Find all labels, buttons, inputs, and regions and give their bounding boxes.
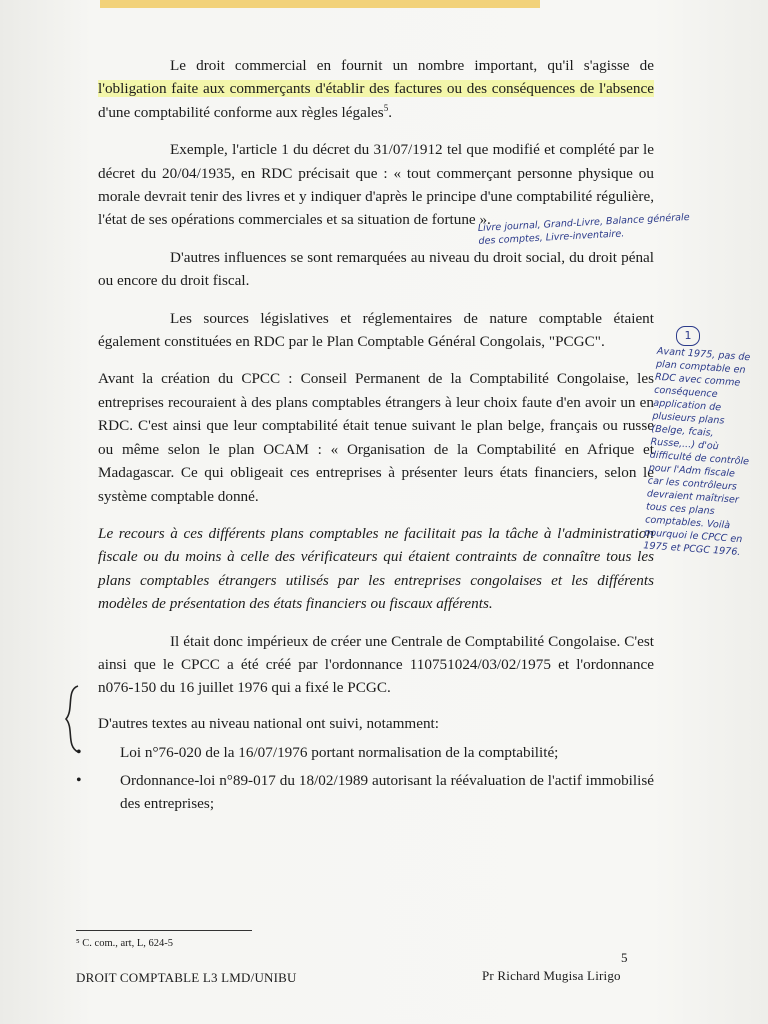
page-number: 5: [621, 950, 628, 965]
paragraph-2: Exemple, l'article 1 du décret du 31/07/1912 tel que modifié et complété par le décret du 20/04/1935, en RDC précisait que : « tout commerçant personne physique ou morale devrait tenir des livres et y indiquer d'après le principe d'une comptabilité régulière, l'état de ses opérations commerciales et sa situation de fortune ».: [98, 141, 654, 229]
handwritten-inline-note: Livre journal, Grand-Livre, Balance générale des comptes, Livre-inventaire.: [477, 211, 690, 248]
paragraph-4: Les sources législatives et réglementaires de nature comptable étaient également constituées en RDC par le Plan Comptable Général Congolais, "PCGC".: [98, 309, 654, 351]
handwritten-margin-note: Avant 1975, pas de plan comptable en RDC avec comme conséquence application de plusieurs plans (Belge, fcais, Russe,...) d'où difficulté de contrôle pour l'Adm fiscale car les contrôleurs devraient maîtriser tous ces plans comptables. Voilà pourquoi le CPCC en 1975 et PCGC 1976.: [642, 345, 751, 559]
handwritten-brace-icon: [60, 684, 84, 754]
paragraph-1: Le droit commercial en fournit un nombre important, qu'il s'agisse de l'obligation faite aux commerçants d'établir des factures ou des conséquences de l'absence d'une comptabilité conforme aux règles légales$^5$.: [98, 57, 654, 121]
paragraph-3: D'autres influences se sont remarquées au niveau du droit social, du droit pénal ou encore du droit fiscal.: [98, 248, 654, 290]
list-item: • Loi n°76-020 de la 16/07/1976 portant normalisation de la comptabilité;: [98, 741, 654, 764]
footnote: ⁵ C. com., art, L, 624-5: [76, 938, 173, 949]
handwritten-margin-number: 1: [676, 326, 700, 346]
footer-author: Pr Richard Mugisa Lirigo: [482, 968, 621, 983]
highlighted-text: l'obligation faite aux commerçants d'établir des factures ou des conséquences de l'absence: [98, 80, 654, 98]
footer-course: DROIT COMPTABLE L3 LMD/UNIBU: [76, 970, 297, 985]
paragraph-6: Le recours à ces différents plans comptables ne facilitait pas la tâche à l'administration fiscale ou du moins à celle des vérificateurs qui étaient contraints de connaître tous les plans comptables étrangers utilisés par les entreprises congolaises et les différents modèles de présentation des états financiers ou fiscaux afférents.: [98, 524, 654, 613]
page-top-edge: [100, 0, 540, 8]
footnote-divider: [76, 930, 252, 931]
main-text: [98, 54, 654, 819]
list-item: • Ordonnance-loi n°89-017 du 18/02/1989 autorisant la réévaluation de l'actif immobilisé des entreprises;: [98, 769, 654, 816]
paragraph-7: Il était donc impérieux de créer une Centrale de Comptabilité Congolaise. C'est ainsi que le CPCC a été créé par l'ordonnance 110751024/03/02/1975 et l'ordonnance n076-150 du 16 juillet 1976 qui a fixé le PCGC.: [98, 632, 654, 697]
paragraph-8: D'autres textes au niveau national ont suivi, notamment:: [98, 714, 439, 732]
footnote-ref: 5: [383, 102, 389, 113]
paragraph-5: Avant la création du CPCC : Conseil Permanent de la Comptabilité Congolaise, les entreprises recouraient à des plans comptables étrangers à leur choix faute d'en avoir un en RDC. C'est ainsi que leur comptabilité était tenue suivant le plan belge, français ou russe ou même selon le plan OCAM : « Organisation de la Comptabilité en Afrique et Madagascar. Ce qui obligeait ces entreprises à présenter leurs états financiers, selon le système comptable donné.: [98, 370, 654, 505]
bullet-list: [98, 741, 654, 815]
